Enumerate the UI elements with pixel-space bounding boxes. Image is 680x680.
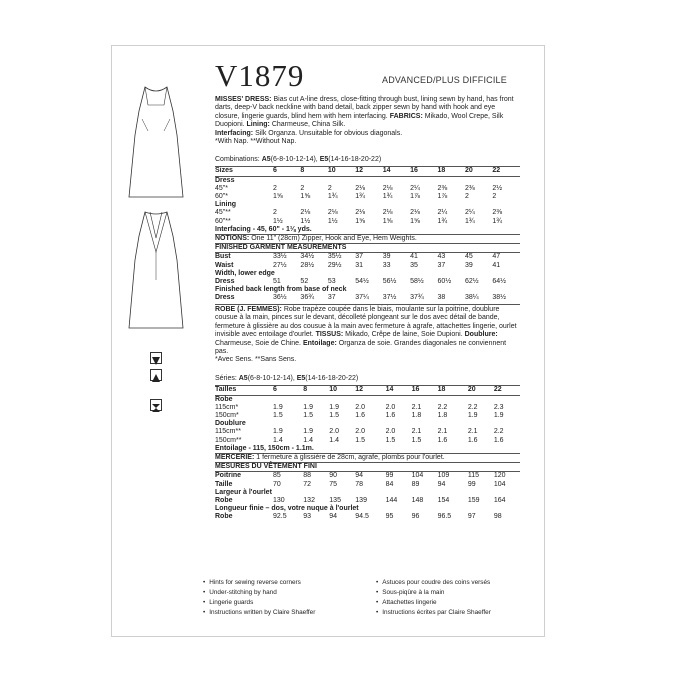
nap-up-arrow-icon [150, 369, 162, 381]
table-row: 45"** 2 2⅛ 2⅛ 2⅛ 2⅛ 2⅛ 2¼ 2¼ 2⅜ [215, 209, 503, 217]
table-row: 45"* 2 2 2 2⅛ 2⅛ 2¼ 2⅜ 2⅜ 2½ [215, 184, 503, 192]
difficulty-level: ADVANCED/PLUS DIFFICILE [382, 75, 507, 85]
table-row: 115cm** 1.9 1.9 2.0 2.0 2.0 2.1 2.1 2.1 2.2 [215, 428, 504, 436]
table-row: Poitrine 85 88 90 94 99 104 109 115 120 [215, 472, 506, 480]
size-header-row: Sizes 6 8 10 12 14 16 18 20 22 [215, 167, 520, 176]
english-yardage-table: Combinations: A5(6-8-10-12-14), E5(14-16-18-20-22) Sizes 6 8 10 12 14 16 18 20 22 Dress 45"* 2 2 2 2⅛ 2⅛ 2¼ 2⅜ 2⅜ 2½ 60"* 1⅝ 1⅝ 1¾ 1¾ 1¾ 1⅞ 1⅞ 2 2 Lining 45"** 2 2⅛ 2⅛ 2⅛ 2⅛ 2⅛ 2¼ 2¼ 2⅜ 60"** 1½ 1½ 1½ 1⅝ 1⅝ 1⅝ 1¾ 1¾ 1¾ Interfacing - 45, 60" - 1⅛ yds. NOTIONS: One 11" (28cm) Zipper, Hook and Eye, Hem Weights. FINISHED GARMENT MEASUREMENTS Bust 33½ 34½ 35½ 37 39 41 43 45 47 Waist 27½ 28½ 29½ 31 33 35 37 39 41 Width, lower edge Dress 51 52 53 54½ 56½ 58½ 60½ 62½ 64½ Finished back length from base of neck Dress 36½ 36¾ 37 37¼ 37½ 37¾ 38 38¼ 38½ [215, 156, 520, 303]
table-row: Waist 27½ 28½ 29½ 31 33 35 37 39 41 [215, 261, 501, 269]
table-row: 115cm* 1.9 1.9 1.9 2.0 2.0 2.1 2.2 2.2 2.3 [215, 403, 504, 411]
table-row: 150cm* 1.5 1.5 1.5 1.6 1.6 1.8 1.8 1.9 1.9 [215, 412, 504, 420]
table-row: Dress 51 52 53 54½ 56½ 58½ 60½ 62½ 64½ [215, 278, 506, 286]
table-row: Robe 130 132 135 139 144 148 154 159 164 [215, 497, 506, 505]
list-item: • Instructions écrites par Claire Shaeffer [376, 608, 491, 618]
list-item: • Instructions written by Claire Shaeffer [203, 608, 315, 618]
table-row: Bust 33½ 34½ 35½ 37 39 41 43 45 47 [215, 253, 501, 261]
list-item: • Sous-piqûre à la main [376, 588, 491, 598]
list-item: • Hints for sewing reverse corners [203, 578, 315, 588]
nap-down-arrow-icon [150, 352, 162, 364]
list-item: • Under-stitching by hand [203, 588, 315, 598]
nap-both-arrow-icon [150, 399, 162, 411]
table-row: 60"* 1⅝ 1⅝ 1¾ 1¾ 1¾ 1⅞ 1⅞ 2 2 [215, 193, 497, 201]
english-description: MISSES' DRESS: Bias cut A-line dress, close-fitting through bust, lining sewn by hand, has front darts, deep-V back neckline with band detail, back zipper sewn by hand with hook and eye closure, lingerie guards, blind hem with hem interfacing. FABRICS: Mikado, Wool Crepe, Silk Duopioni. Lining: Charmeuse, China Silk. Interfacing: Silk Organza. Unsuitable for obvious diagonals. *With Nap. **Without Nap. [215, 96, 514, 146]
back-view-sketch [125, 210, 187, 335]
list-item: • Lingerie guards [203, 598, 315, 608]
table-row: Robe 92.5 93 94 94.5 95 96 96.5 97 98 [215, 513, 502, 521]
list-item: • Attachettes lingerie [376, 598, 491, 608]
table-row: 150cm** 1.4 1.4 1.4 1.5 1.5 1.5 1.6 1.6 1.6 [215, 436, 504, 444]
pattern-code: V1879 [215, 58, 305, 93]
front-view-sketch [125, 85, 187, 205]
table-row: Dress 36½ 36¾ 37 37¼ 37½ 37¾ 38 38¼ 38½ [215, 294, 506, 302]
list-item: • Astuces pour coudre des coins versés [376, 578, 491, 588]
size-header-row: Tailles 6 8 10 12 14 16 18 20 22 [215, 386, 520, 395]
table-row: Taille 70 72 75 78 84 89 94 99 104 [215, 480, 506, 488]
french-yardage-table: Séries: A5(6-8-10-12-14), E5(14-16-18-20-22) Tailles 6 8 10 12 14 16 18 20 22 Robe 115cm* 1.9 1.9 1.9 2.0 2.0 2.1 2.2 2.2 2.3 150cm* 1.5 1.5 1.5 1.6 1.6 1.8 1.8 1.9 1.9 Doublure 115cm** 1.9 1.9 2.0 2.0 2.0 2.1 2.1 2.1 2.2 150cm** 1.4 1.4 1.4 1.5 1.5 1.5 1.6 1.6 1.6 Entoilage - 115, 150cm - 1.1m. MERCERIE: 1 fermeture à glissière de 28cm, agrafe, plombs pour l'ourlet. MESURES DU VÊTEMENT FINI Poitrine 85 88 90 94 99 104 109 115 120 Taille 70 72 75 78 84 89 94 99 104 Largeur à l'ourlet Robe 130 132 135 139 144 148 154 159 164 Longueur finie – dos, votre nuque à l'ourlet Robe 92.5 93 94 94.5 95 96 96.5 97 98 [215, 375, 520, 522]
hints-french [376, 578, 491, 618]
hints-english [203, 578, 315, 618]
table-row: 60"** 1½ 1½ 1½ 1⅝ 1⅝ 1⅝ 1¾ 1¾ 1¾ [215, 217, 503, 225]
french-description: ROBE (J. FEMMES): Robe trapèze coupée dans le biais, moulante sur la poitrine, doublure cousue à la main, pinces sur le devant, décolleté plongeant sur le dos avec détail de bande, fermeture à glissière au dos cousue à la main avec fermeture à agrafe, attachettes lingerie, ourlet invisible avec entoilage d'ourlet. TISSUS: Mikado, Crêpe de laine, Soie Dupioni. Doublure: Charmeuse, Soie de Chine. Entoilage: Organza de soie. Grandes diagonales ne conviennent pas. *Avec Sens. **Sans Sens. [215, 304, 520, 365]
